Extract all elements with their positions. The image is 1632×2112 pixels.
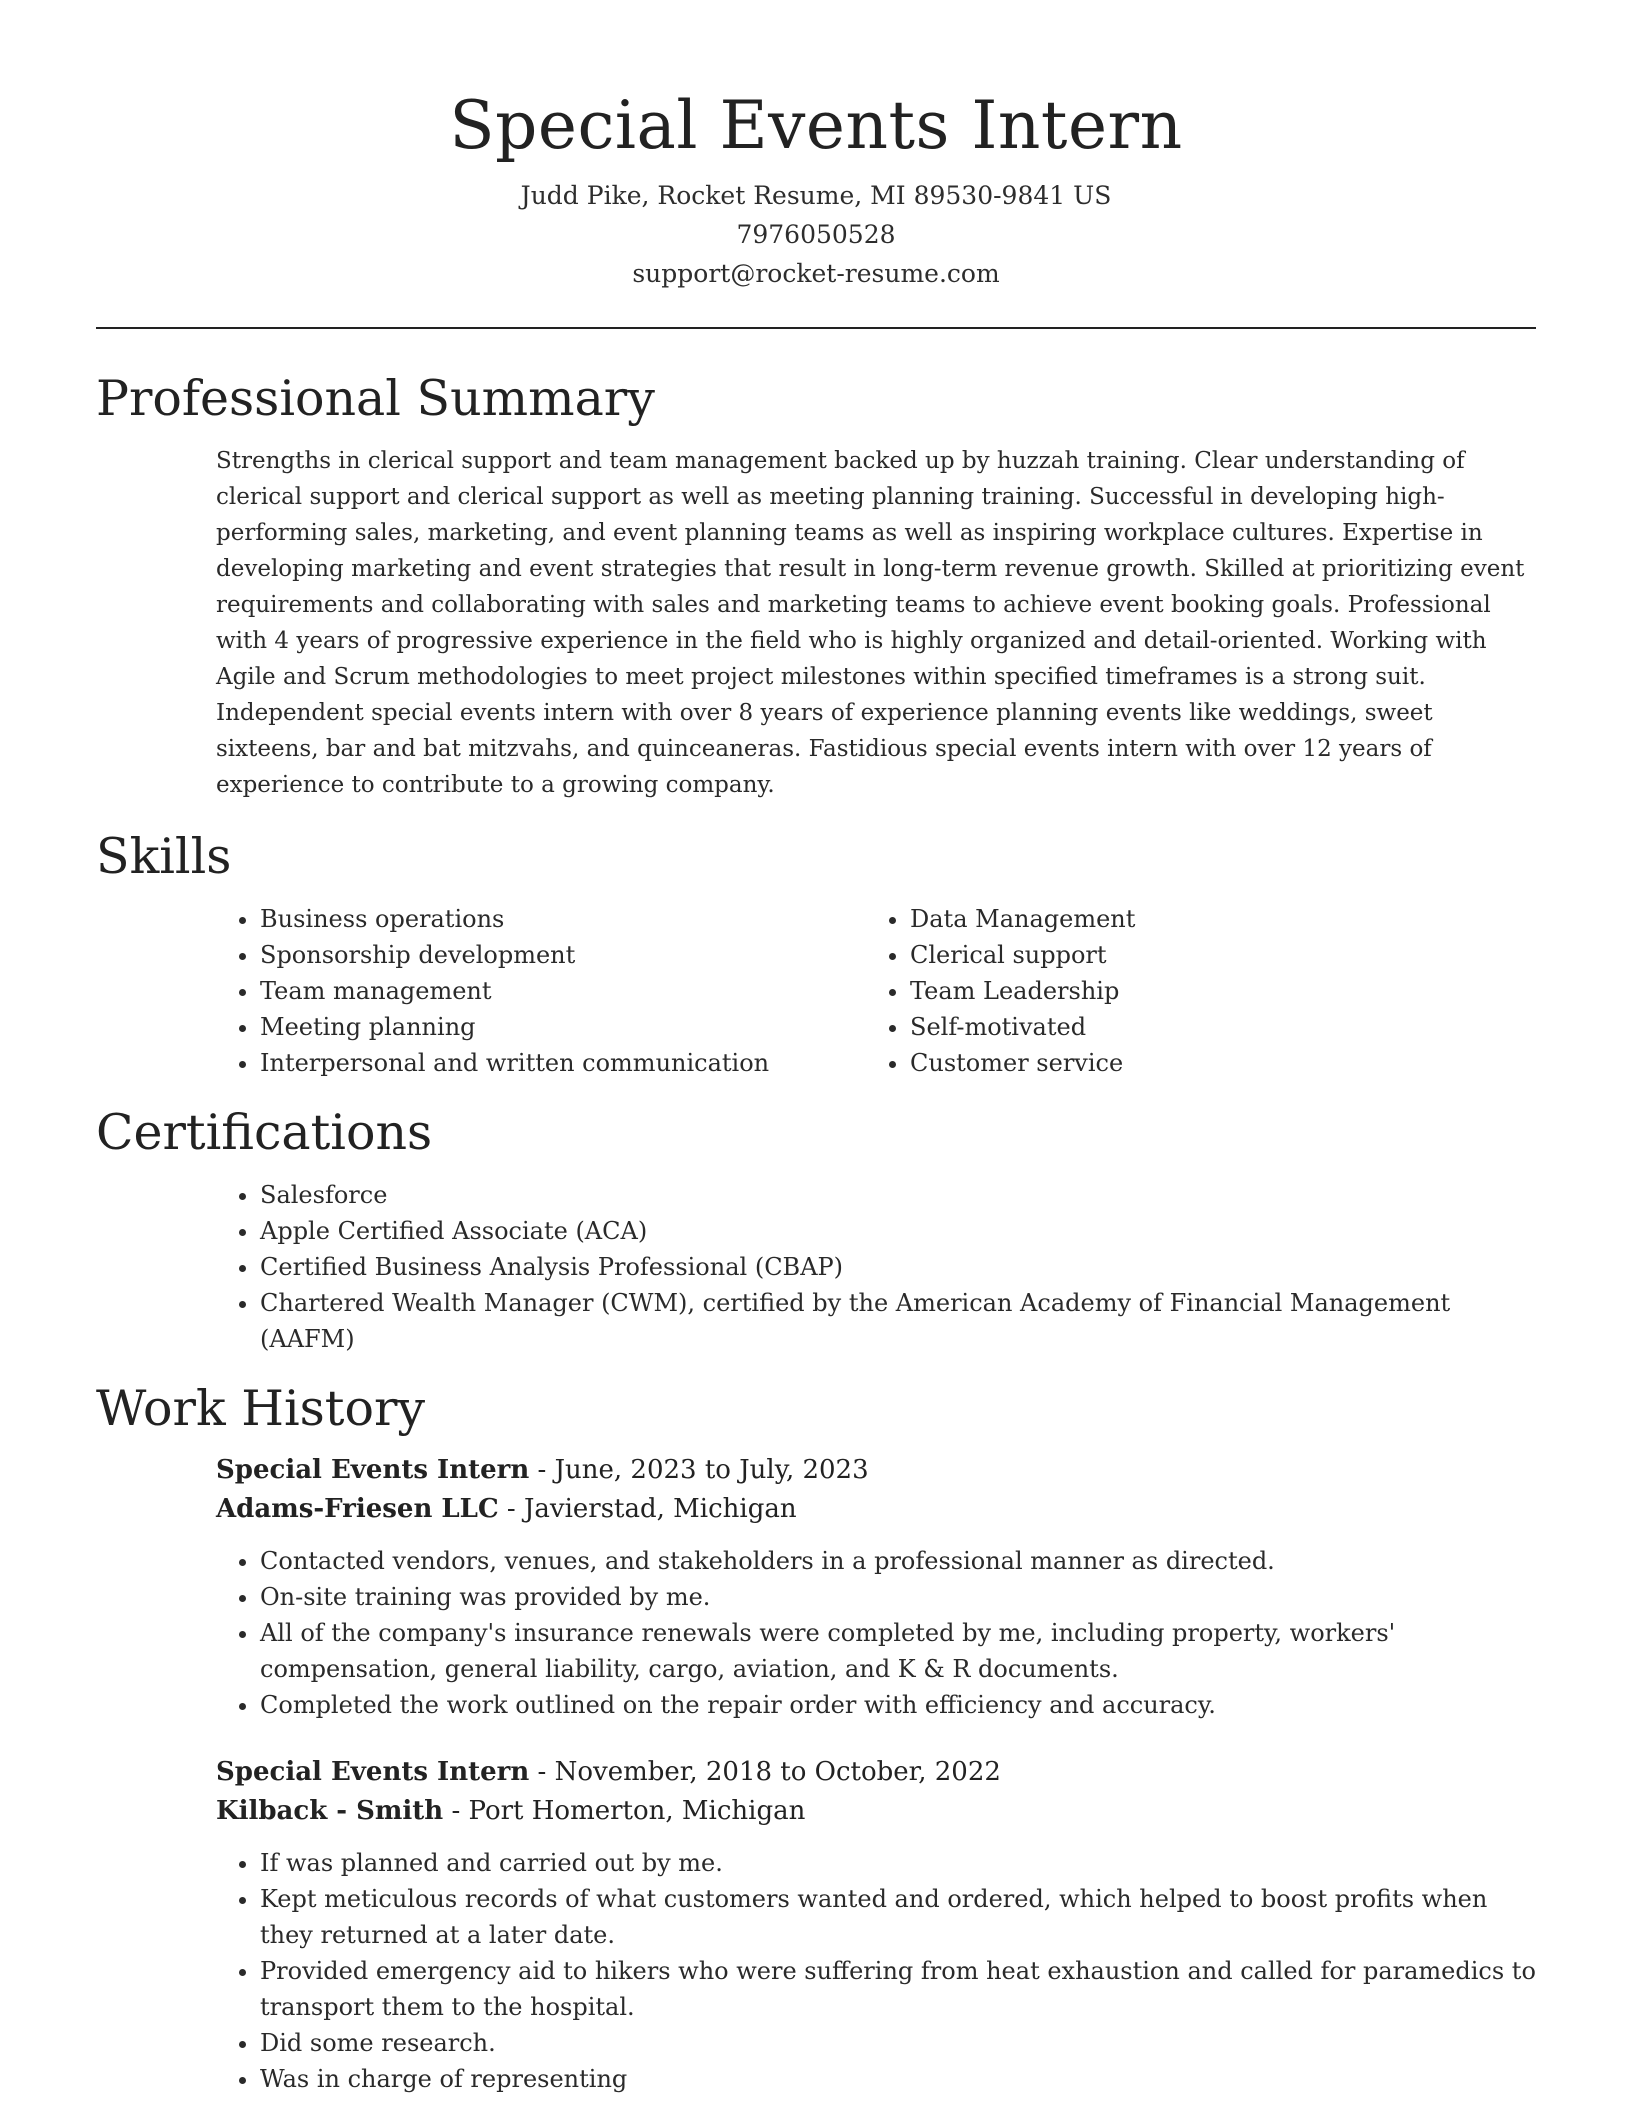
skills-column-right bbox=[866, 901, 1516, 1081]
job-dates: - November, 2018 to October, 2022 bbox=[529, 1757, 1001, 1787]
job-entry bbox=[216, 1753, 1536, 2097]
job-bullet: • Did some research. bbox=[260, 2025, 1536, 2061]
address-line: Judd Pike, Rocket Resume, MI 89530-9841 US bbox=[520, 181, 1112, 210]
certifications-list bbox=[216, 1177, 1536, 1357]
job-title: Special Events Intern bbox=[216, 1757, 530, 1787]
certification-item: • Apple Certified Associate (ACA) bbox=[260, 1213, 1536, 1249]
skill-item: • Meeting planning bbox=[260, 1009, 866, 1045]
job-company-line bbox=[216, 1792, 1536, 1831]
summary-text: Strengths in clerical support and team management backed up by huzzah training. Clear understanding of clerical support and clerical support as well as meeting planning training. Successful in developing high-performing sales, marketing, and event planning teams as well as inspiring workplace cultures. Expertise in developing marketing and event strategies that result in long-term revenue growth. Skilled at prioritizing event requirements and collaborating with sales and marketing teams to achieve event booking goals. Professional with 4 years of progressive experience in the field who is highly organized and detail-oriented. Working with Agile and Scrum methodologies to meet project milestones within specified timeframes is a strong suit. Independent special events intern with over 8 years of experience planning events like weddings, sweet sixteens, bar and bat mitzvahs, and quinceaneras. Fastidious special events intern with over 12 years of experience to contribute to a growing company. bbox=[216, 448, 1525, 798]
work-history-heading: Work History bbox=[96, 1380, 426, 1437]
job-bullet: • If was planned and carried out by me. bbox=[260, 1845, 1536, 1881]
job-bullets bbox=[216, 1543, 1536, 1723]
skill-item: • Customer service bbox=[910, 1045, 1516, 1081]
job-entry bbox=[216, 1451, 1536, 1723]
skill-item: • Business operations bbox=[260, 901, 866, 937]
job-dates: - June, 2023 to July, 2023 bbox=[529, 1455, 869, 1485]
job-bullet: • On-site training was provided by me. bbox=[260, 1579, 1536, 1615]
job-title-line bbox=[216, 1451, 1536, 1490]
job-company: Adams-Friesen LLC bbox=[216, 1494, 499, 1524]
job-title: Special Events Intern bbox=[216, 1455, 530, 1485]
job-title-line bbox=[216, 1753, 1536, 1792]
job-company-line bbox=[216, 1490, 1536, 1529]
summary-heading: Professional Summary bbox=[96, 370, 655, 427]
job-bullet: • Contacted vendors, venues, and stakeholders in a professional manner as directed. bbox=[260, 1543, 1536, 1579]
resume-header bbox=[96, 86, 1536, 293]
skill-item: • Clerical support bbox=[910, 937, 1516, 973]
certification-item: • Certified Business Analysis Professional (CBAP) bbox=[260, 1249, 1536, 1285]
email-address: support@rocket-resume.com bbox=[632, 259, 1000, 288]
skill-item: • Interpersonal and written communication bbox=[260, 1045, 866, 1081]
job-bullet: • Kept meticulous records of what customers wanted and ordered, which helped to boost profits when they returned at a later date. bbox=[260, 1881, 1536, 1953]
skills-list bbox=[216, 901, 1536, 1081]
certification-item: • Salesforce bbox=[260, 1177, 1536, 1213]
header-divider bbox=[96, 327, 1536, 329]
skill-item: • Data Management bbox=[910, 901, 1516, 937]
page-title: Special Events Intern bbox=[449, 87, 1183, 164]
job-location: - Javierstad, Michigan bbox=[498, 1494, 797, 1524]
skill-item: • Sponsorship development bbox=[260, 937, 866, 973]
job-bullet: • Provided emergency aid to hikers who were suffering from heat exhaustion and called for paramedics to transport them to the hospital. bbox=[260, 1953, 1536, 2025]
phone-number: 7976050528 bbox=[736, 220, 896, 249]
skill-item: • Self-motivated bbox=[910, 1009, 1516, 1045]
skills-heading: Skills bbox=[96, 828, 232, 885]
job-bullets bbox=[216, 1845, 1536, 2097]
job-location: - Port Homerton, Michigan bbox=[443, 1796, 806, 1826]
skills-column-left bbox=[216, 901, 866, 1081]
resume-page bbox=[96, 0, 1536, 2097]
job-bullet: • Was in charge of representing bbox=[260, 2061, 1536, 2097]
certifications-heading: Certifications bbox=[96, 1104, 433, 1161]
job-bullet: • Completed the work outlined on the repair order with efficiency and accuracy. bbox=[260, 1687, 1536, 1723]
skill-item: • Team Leadership bbox=[910, 973, 1516, 1009]
job-company: Kilback - Smith bbox=[216, 1796, 444, 1826]
skill-item: • Team management bbox=[260, 973, 866, 1009]
job-bullet: • All of the company's insurance renewals were completed by me, including property, workers' compensation, general liability, cargo, aviation, and K & R documents. bbox=[260, 1615, 1536, 1687]
certification-item: • Chartered Wealth Manager (CWM), certified by the American Academy of Financial Management (AAFM) bbox=[260, 1285, 1536, 1357]
